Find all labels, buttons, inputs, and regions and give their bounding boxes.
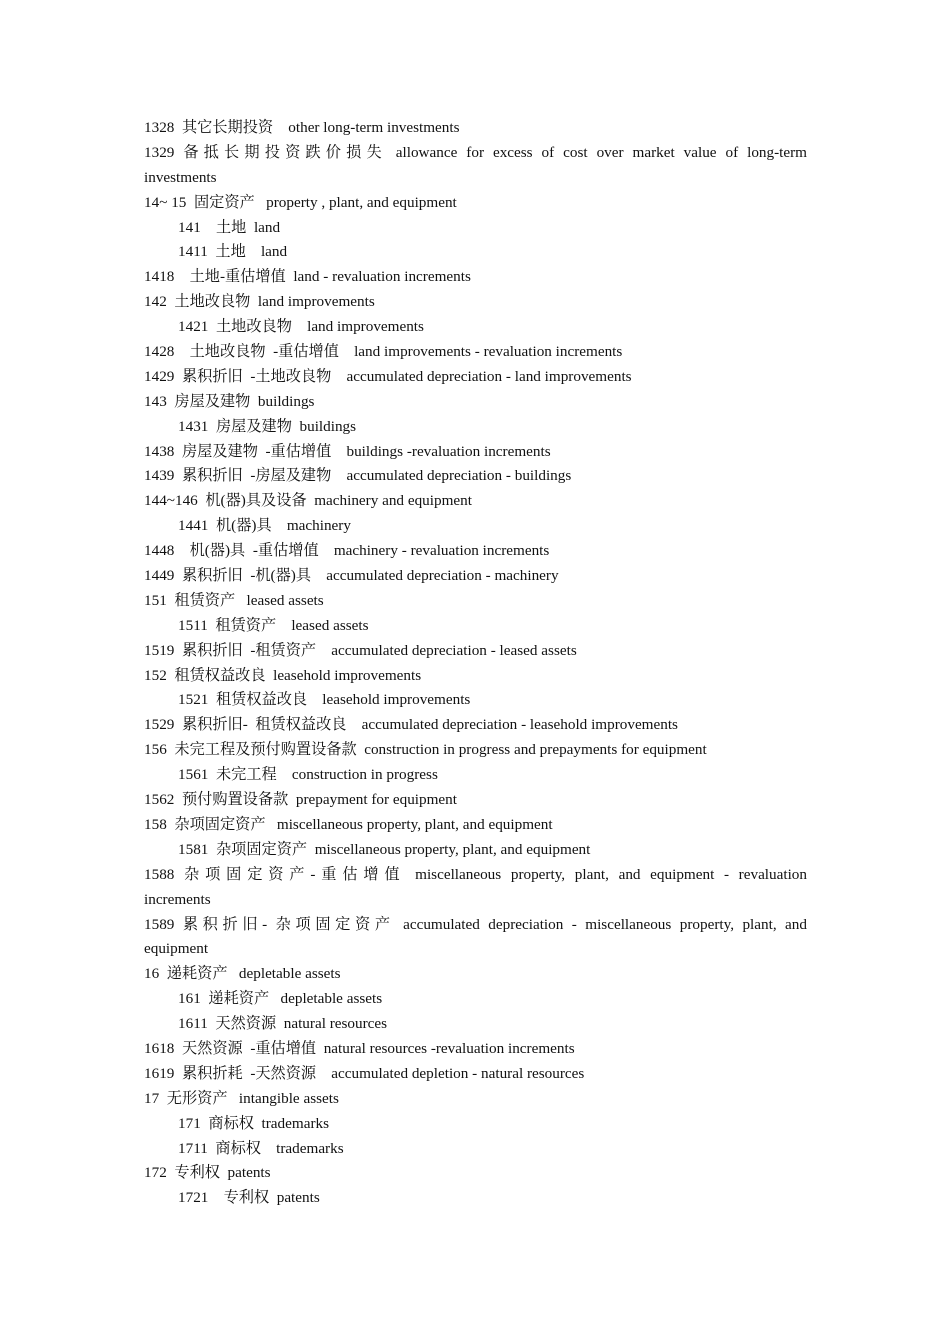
text-line: 142 土地改良物 land improvements bbox=[144, 293, 375, 311]
text-line: 1441 机(器)具 machinery bbox=[178, 517, 351, 535]
text-line: 152 租赁权益改良 leasehold improvements bbox=[144, 666, 422, 684]
text-line: 1581 杂项固定资产 miscellaneous property, plant, and equipment bbox=[178, 840, 591, 858]
text-line: 1562 预付购置设备款 prepayment for equipment bbox=[144, 791, 457, 809]
text-line: 1328 其它长期投资 other long-term investments bbox=[144, 119, 460, 136]
document-page bbox=[144, 116, 807, 1211]
text-line: 1618 天然资源 -重估增值 natural resources -revaluation increments bbox=[144, 1039, 575, 1057]
text-line: 1431 房屋及建物 buildings bbox=[178, 417, 357, 435]
text-line: 143 房屋及建物 buildings bbox=[144, 392, 315, 410]
text-line: 1411 土地 land bbox=[178, 243, 288, 261]
text-line: investments bbox=[144, 168, 217, 186]
text-line: 1529 累积折旧- 租赁权益改良 accumulated depreciation - leasehold improvements bbox=[144, 716, 678, 734]
text-line: 171 商标权 trademarks bbox=[178, 1114, 329, 1132]
text-line: 1449 累积折旧 -机(器)具 accumulated depreciation - machinery bbox=[144, 567, 559, 585]
text-line: 161 递耗资产 depletable assets bbox=[178, 990, 383, 1008]
text-line: 1438 房屋及建物 -重估增值 buildings -revaluation increments bbox=[144, 442, 551, 460]
text-line: 1589 累积折旧- 杂项固定资产 accumulated depreciation - miscellaneous property, plant, and bbox=[144, 915, 807, 933]
text-line: 17 无形资产 intangible assets bbox=[144, 1089, 339, 1107]
text-line: 172 专利权 patents bbox=[144, 1164, 271, 1182]
text-line: 14~ 15 固定资产 property , plant, and equipment bbox=[144, 193, 457, 211]
text-line: 151 租赁资产 leased assets bbox=[144, 591, 324, 609]
text-line: 156 未完工程及预付购置设备款 construction in progress and prepayments for equipment bbox=[144, 741, 707, 759]
text-line: equipment bbox=[144, 940, 209, 958]
text-line: 1619 累积折耗 -天然资源 accumulated depletion - natural resources bbox=[144, 1064, 585, 1082]
text-line: 1561 未完工程 construction in progress bbox=[178, 766, 438, 784]
text-line: 1421 土地改良物 land improvements bbox=[178, 318, 424, 336]
text-line: 1439 累积折旧 -房屋及建物 accumulated depreciation - buildings bbox=[144, 467, 572, 485]
text-line: 16 递耗资产 depletable assets bbox=[144, 965, 341, 983]
text-line: 1448 机(器)具 -重估增值 machinery - revaluation increments bbox=[144, 542, 550, 560]
text-line: 158 杂项固定资产 miscellaneous property, plant, and equipment bbox=[144, 815, 553, 833]
text-line: 1428 土地改良物 -重估增值 land improvements - revaluation increments bbox=[144, 343, 623, 361]
text-line: increments bbox=[144, 890, 211, 908]
text-line: 1511 租赁资产 leased assets bbox=[178, 616, 369, 634]
text-line: 1429 累积折旧 -土地改良物 accumulated depreciation - land improvements bbox=[144, 367, 632, 385]
text-line: 1329 备抵长期投资跌价损失 allowance for excess of cost over market value of long-term bbox=[144, 143, 807, 161]
text-line: 1588 杂项固定资产-重估增值 miscellaneous property, plant, and equipment - revaluation bbox=[144, 865, 807, 883]
text-line: 1519 累积折旧 -租赁资产 accumulated depreciation - leased assets bbox=[144, 641, 577, 659]
text-line: 141 土地 land bbox=[178, 218, 281, 236]
text-line: 1418 土地-重估增值 land - revaluation increments bbox=[144, 268, 471, 286]
text-line: 1711 商标权 trademarks bbox=[178, 1139, 344, 1157]
text-line: 1611 天然资源 natural resources bbox=[178, 1015, 388, 1033]
text-line: 1521 租赁权益改良 leasehold improvements bbox=[178, 691, 471, 709]
text-line: 144~146 机(器)具及设备 machinery and equipment bbox=[144, 492, 472, 510]
text-line: 1721 专利权 patents bbox=[178, 1189, 320, 1207]
